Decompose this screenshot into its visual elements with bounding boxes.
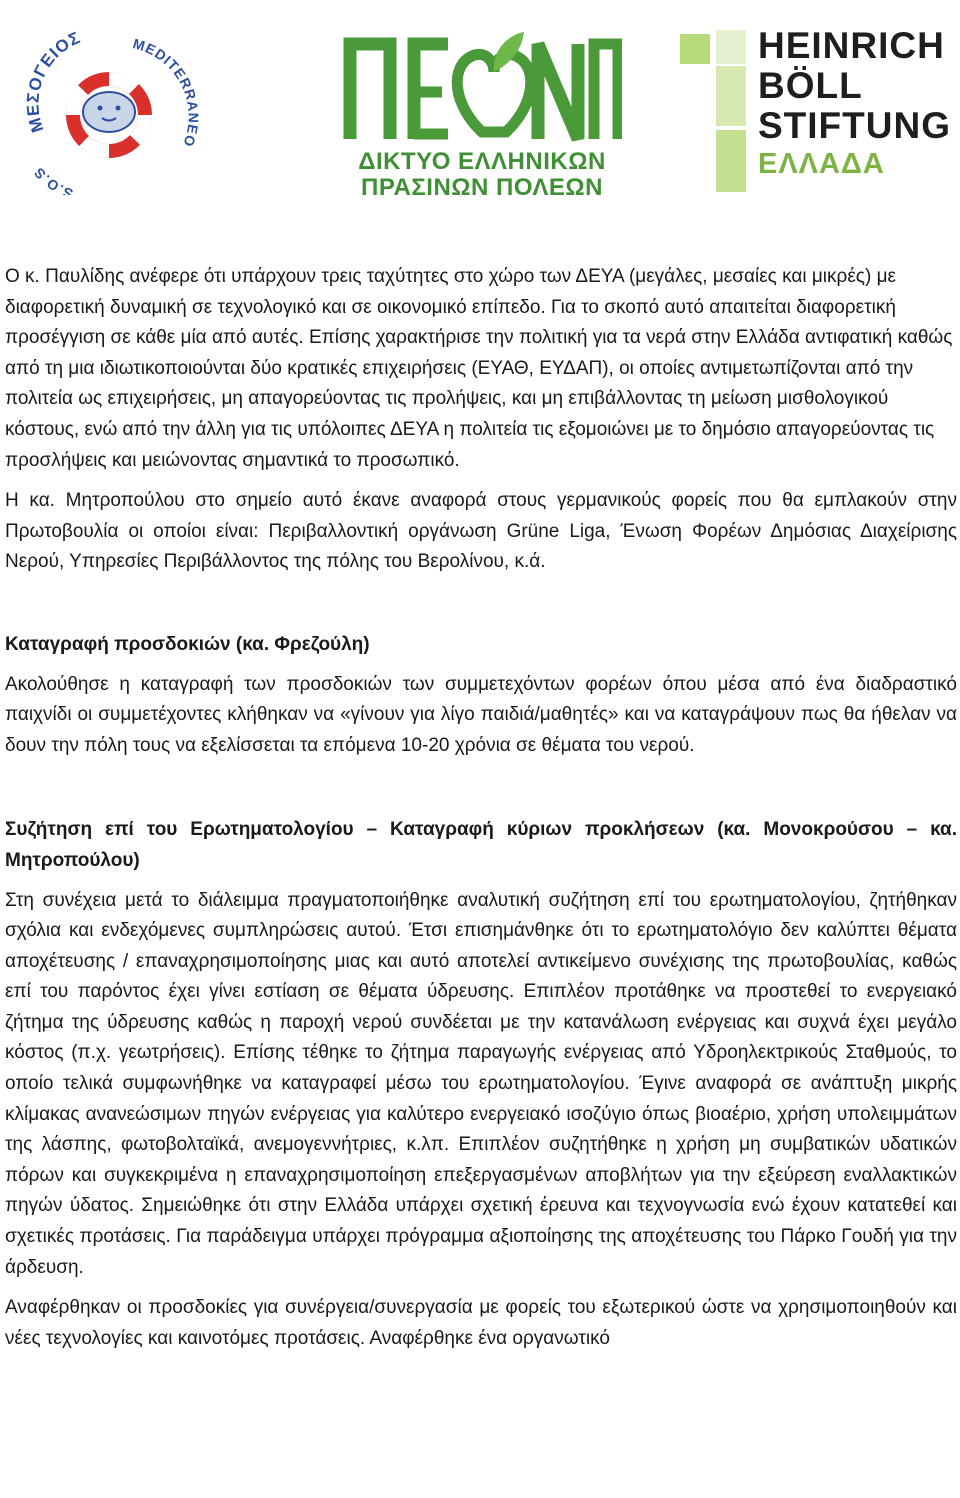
page-header [0,0,960,215]
hbs-line-stiftung: STIFTUNG [758,105,951,146]
logo-text-sos-left: S.O.S [30,164,76,195]
green-cities-line1: ΔΙΚΤΥΟ ΕΛΛΗΝΙΚΩΝ [358,148,606,175]
paragraph-questionnaire-discussion: Στη συνέχεια μετά το διάλειμμα πραγματοποιήθηκε αναλυτική συζήτηση επί του ερωτηματολογίου, ζητήθηκαν σχόλια και ενδεχόμενες συμπληρώσεις αυτού. Έτσι επισημάνθηκε ότι το ερωτηματολόγιο δεν καλύπτει θέματα αποχέτευσης / επαναχρησιμοποίησης μιας και αυτό αποτελεί αντικείμενο συνέχισης της πρωτοβουλίας, καθώς επί του παρόντος έχει γίνει εστίαση σε θέματα ύδρευσης. Επιπλέον προτάθηκε να προστεθεί το ενεργειακό ζήτημα της ύδρευσης καθώς η παροχή νερού συνδέεται με την κατανάλωση ενέργειας και συχνά έχει μεγάλο κόστος (π.χ. γεωτρήσεις). Επίσης τέθηκε το ζήτημα παραγωγής ενέργειας από Υδροηλεκτρικούς Σταθμούς, το οποίο τελικά συμφωνήθηκε να καταγραφεί μέσω του ερωτηματολογίου. Έγινε αναφορά σε ανάπτυξη μικρής κλίμακας ανανεώσιμων πηγών ενέργειας για καλύτερο ενεργειακό ισοζύγιο όπως βιοαέριο, χρήση υπολειμμάτων της λάσπης, φωτοβολταϊκά, ανεμογεννήτριες, κ.λπ. Επιπλέον συζητήθηκε η χρήση μη συμβατικών υδατικών πόρων και συγκεκριμένα η επαναχρησιμοποίηση επεξεργασμένων αποβλήτων για την εξεύρεση εναλλακτικών πηγών ύδατος. Σημειώθηκε ότι στην Ελλάδα υπάρχει σχετική έρευνα και τεχνογνωσία ενώ έχουν κατατεθεί και σχετικές προτάσεις. Για παράδειγμα υπάρχει πρόγραμμα αξιοποίησης της αποχέτευσης του Πάρκο Γουδή για την άρδευση. [5,889,957,1278]
seal-shape [83,92,135,132]
hbs-line-ellada: ΕΛΛΑΔΑ [758,148,885,180]
mediterraneo-sos-emblem [14,20,204,195]
hbs-line-heinrich: HEINRICH [758,25,945,66]
logo-text-mediterraneo: MEDITERRANEO [131,35,202,150]
paragraph-expectations: Ακολούθησε η καταγραφή των προσδοκιών των συμμετεχόντων φορέων όπου μέσα από ένα διαδραστικό παιχνίδι οι συμμετέχοντες κλήθηκαν να «γίνουν για λίγο παιδιά/μαθητές» και να καταγράψουν πως θα ήθελαν να δουν την πόλη τους να εξελίσσεται τα επόμενα 10-20 χρόνια σε θέματα του νερού. [5,673,957,756]
hbs-square-icon [716,130,746,192]
green-cities-emblem [342,14,622,144]
hbs-square-icon [716,66,746,126]
hbs-square-icon [680,34,710,64]
paragraph-cooperation: Αναφέρθηκαν οι προσδοκίες για συνέργεια/συνεργασία με φορείς του εξωτερικού ώστε να χρησιμοποιηθούν και νέες τεχνολογίες και καινοτόμες προτάσεις. Αναφέρθηκε ένα οργανωτικό [5,1297,957,1349]
paragraph-mitropoulou-partners: Η κα. Μητροπούλου στο σημείο αυτό έκανε αναφορά στους γερμανικούς φορείς που θα εμπλακούν στην Πρωτοβουλία οι οποίοι είναι: Περιβαλλοντική οργάνωση Grüne Liga, Ένωση Φορέων Δημόσιας Διαχείρισης Νερού, Υπηρεσίες Περιβάλλοντος της πόλης του Βερολίνου, κ.ά. [5,490,957,573]
svg-text:S.O.S [30,164,75,195]
section-heading-expectations: Καταγραφή προσδοκιών (κα. Φρεζούλη) [5,633,370,655]
logo-text-mesogeios: ΜΕΣΟΓΕΙΟΣ [23,27,84,135]
heinrich-boll-logo [676,25,951,201]
mediterraneo-sos-logo [14,20,204,195]
paragraph-pavlidis: Ο κ. Παυλίδης ανέφερε ότι υπάρχουν τρεις ταχύτητες στο χώρο των ΔΕΥΑ (μεγάλες, μεσαίες και μικρές) με διαφορετική δυναμική σε τεχνολογικό και σε οικονομικό επίπεδο. Για το σκοπό αυτό απαιτείται διαφορετική προσέγγιση σε κάθε μία από αυτές. Επίσης χαρακτήρισε την πολιτική για τα νερά στην Ελλάδα αντιφατική καθώς από τη μια ιδιωτικοποιούνται δύο κρατικές επιχειρήσεις (ΕΥΑΘ, ΕΥΔΑΠ), οι οποίες αντιμετωπίζονται από την πολιτεία ως επιχειρήσεις, μη απαγορεύοντας τις προλήψεις, και μη επιβάλλοντας τη μείωση μισθολογικού κόστους, ενώ από την άλλη για τις υπόλοιπες ΔΕΥΑ η πολιτεία τις εξομοιώνει με το δημόσιο απαγορεύοντας τις προσλήψεις και μειώνοντας σημαντικά το προσωπικό. [5,266,953,471]
hbs-square-icon [716,30,746,64]
document-body [5,262,957,1354]
section-heading-questionnaire: Συζήτηση επί του Ερωτηματολογίου – Καταγραφή κύριων προκλήσεων (κα. Μονοκρούσου – κα. Μητροπούλου) [5,819,957,871]
hbs-line-boll: BÖLL [758,65,863,106]
green-cities-network-logo [342,14,622,199]
green-cities-line2: ΠΡΑΣΙΝΩΝ ΠΟΛΕΩΝ [361,174,603,201]
